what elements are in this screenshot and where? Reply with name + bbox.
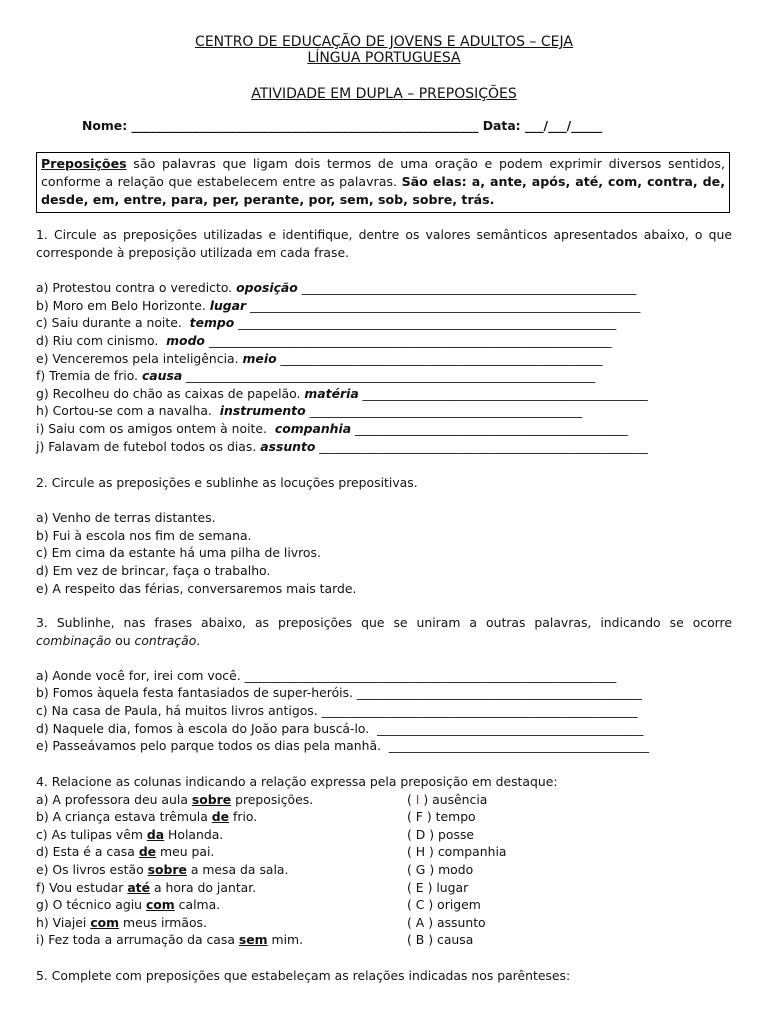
question-4-prompt: 4. Relacione as colunas indicando a relação expressa pela preposição em destaque: [36, 774, 558, 789]
q1-answer-blank[interactable]: ______________________________________________ [358, 385, 648, 401]
highlighted-preposition: sobre [147, 861, 187, 877]
q2-item: c) Em cima da estante há uma pilha de livros. [36, 545, 321, 561]
question-3-prompt: 3. Sublinhe, nas frases abaixo, as preposições que se uniram a outras palavras, indicando se ocorre combinação ou contração. [36, 615, 732, 648]
q4-relation-label: lugar [436, 879, 469, 895]
question-5-prompt: 5. Complete com preposições que estabeleçam as relações indicadas nos parênteses: [36, 968, 571, 983]
q4-answer-letter: C [415, 897, 425, 913]
q2-item: b) Fui à escola nos fim de semana. [36, 527, 252, 543]
q1-answer-blank[interactable]: ____________________________________________ [305, 403, 583, 419]
q4-answer-letter: I [415, 791, 420, 807]
q1-item [36, 385, 732, 403]
q1-answer-blank[interactable]: ____________________________________________________ [276, 350, 603, 366]
date-field[interactable]: ___/___/_____ [524, 118, 603, 133]
question-1 [36, 226, 732, 455]
q4-sentence: b) A criança estava trêmula de frio. [36, 809, 258, 825]
question-1-prompt: 1. Circule as preposições utilizadas e identifique, dentre os valores semânticos apresentados abaixo, o que corresponde à preposição utilizada em cada frase. [36, 227, 732, 260]
q4-relation-option[interactable]: ( I ) ausência [407, 791, 488, 807]
definition-box: Preposições são palavras que ligam dois termos de uma oração e podem exprimir diversos sentidos, conforme a relação que estabelecem entre as palavras. São elas: a, ante, após, até, com, contra, de, desde, em, entre, para, per, perante, por, sem, sob, sobre, trás. [36, 152, 730, 213]
q4-sentence: g) O técnico agiu com calma. [36, 897, 221, 913]
q1-item-text: h) Cortou-se com a navalha. [36, 403, 220, 419]
q3-item: b) Fomos àquela festa fantasiados de super-heróis. ______________________________________________ [36, 685, 642, 701]
q4-answer-letter: H [415, 844, 426, 860]
q4-sentence: h) Viajei com meus irmãos. [36, 914, 207, 930]
q1-item [36, 314, 732, 332]
school-title: CENTRO DE EDUCAÇÃO DE JOVENS E ADULTOS – CEJA [195, 34, 573, 50]
question-5 [36, 967, 732, 985]
q1-item-answer: tempo [189, 315, 235, 331]
q1-item-answer: oposição [236, 280, 298, 296]
q1-item-answer: causa [141, 368, 183, 384]
q4-answer-letter: G [415, 861, 426, 877]
q1-item-text: f) Tremia de frio. [36, 368, 142, 384]
q4-relation-label: posse [438, 826, 475, 842]
name-field[interactable]: ________________________________________________________ [131, 118, 479, 133]
q2-item: a) Venho de terras distantes. [36, 510, 216, 526]
q1-answer-blank[interactable]: ______________________________________________________ [297, 280, 637, 296]
q1-answer-blank[interactable]: _____________________________________________________________ [234, 315, 617, 331]
q1-item-answer: lugar [209, 297, 247, 313]
question-4 [36, 773, 732, 949]
q1-item-text: g) Recolheu do chão as caixas de papelão. [36, 385, 305, 401]
q1-item-answer: modo [166, 332, 205, 348]
q4-row [36, 931, 732, 949]
q1-item-text: e) Venceremos pela inteligência. [36, 350, 243, 366]
q1-item [36, 297, 732, 315]
q1-item-text: c) Saiu durante a noite. [36, 315, 190, 331]
q4-relation-option[interactable]: ( A ) assunto [407, 914, 486, 930]
q4-relation-option[interactable]: ( B ) causa [407, 932, 474, 948]
q4-sentence: i) Fez toda a arrumação da casa sem mim. [36, 932, 304, 948]
q1-item-answer: assunto [260, 438, 316, 454]
q4-answer-letter: B [415, 932, 425, 948]
q1-item-answer: meio [242, 350, 277, 366]
q4-relation-option[interactable]: ( F ) tempo [407, 809, 476, 825]
q4-relation-option[interactable]: ( D ) posse [407, 826, 475, 842]
q4-row [36, 914, 732, 932]
q1-item-answer: companhia [274, 420, 352, 436]
q4-relation-option[interactable]: ( E ) lugar [407, 879, 469, 895]
q4-sentence: f) Vou estudar até a hora do jantar. [36, 879, 257, 895]
q4-relation-option[interactable]: ( G ) modo [407, 861, 474, 877]
q4-sentence: c) As tulipas vêm da Holanda. [36, 826, 224, 842]
q4-row [36, 843, 732, 861]
q4-answer-letter: D [415, 826, 426, 842]
q4-relation-label: companhia [437, 844, 507, 860]
q4-relation-label: modo [438, 861, 474, 877]
q4-relation-label: causa [437, 932, 474, 948]
q1-item-text: a) Protestou contra o veredicto. [36, 280, 237, 296]
q1-answer-blank[interactable]: _________________________________________________________________ [204, 332, 612, 348]
q1-item-text: b) Moro em Belo Horizonte. [36, 297, 210, 313]
q1-item-text: i) Saiu com os amigos ontem à noite. [36, 420, 275, 436]
highlighted-preposition: sobre [191, 791, 232, 807]
highlighted-preposition: de [138, 844, 157, 860]
q4-relation-label: ausência [432, 791, 488, 807]
q4-row [36, 808, 732, 826]
q1-answer-blank[interactable]: _____________________________________________________ [315, 438, 648, 454]
q3-item: a) Aonde você for, irei com você. ____________________________________________________________ [36, 667, 617, 683]
q4-row [36, 879, 732, 897]
q2-item: e) A respeito das férias, conversaremos mais tarde. [36, 580, 357, 596]
activity-title: ATIVIDADE EM DUPLA – PREPOSIÇÕES [251, 86, 517, 102]
q1-item-answer: instrumento [219, 403, 306, 419]
q3-item: d) Naquele dia, fomos à escola do João para buscá-lo. ___________________________________________ [36, 720, 644, 736]
q1-item [36, 350, 732, 368]
q1-item-text: d) Riu com cinismo. [36, 332, 167, 348]
q4-sentence: a) A professora deu aula sobre preposições. [36, 791, 314, 807]
highlighted-preposition: até [127, 879, 151, 895]
q1-item-answer: matéria [304, 385, 359, 401]
q1-item [36, 438, 732, 456]
q4-relation-option[interactable]: ( H ) companhia [407, 844, 507, 860]
q4-row [36, 791, 732, 809]
subject-title: LÍNGUA PORTUGUESA [307, 50, 461, 66]
highlighted-preposition: com [145, 897, 175, 913]
q4-row [36, 826, 732, 844]
q2-item: d) Em vez de brincar, faça o trabalho. [36, 562, 271, 578]
q3-item: e) Passeávamos pelo parque todos os dias pela manhã. __________________________________________ [36, 738, 650, 754]
question-2-prompt: 2. Circule as preposições e sublinhe as locuções prepositivas. [36, 475, 418, 490]
q4-row [36, 896, 732, 914]
q1-answer-blank[interactable]: ____________________________________________ [351, 420, 628, 436]
q4-relation-label: origem [437, 897, 481, 913]
q1-answer-blank[interactable]: _______________________________________________________________ [246, 297, 641, 313]
highlighted-preposition: da [146, 826, 165, 842]
highlighted-preposition: sem [238, 932, 268, 948]
highlighted-preposition: de [211, 809, 230, 825]
q4-answer-letter: E [415, 879, 424, 895]
question-2 [36, 474, 732, 597]
question-3 [36, 614, 732, 755]
q4-answer-letter: F [415, 809, 423, 825]
q4-relation-label: assunto [436, 914, 486, 930]
name-date-line: Nome: ________________________________________________________ Data: ___/___/_____ [82, 118, 603, 133]
q1-item-text: j) Falavam de futebol todos os dias. [36, 438, 261, 454]
q1-item [36, 279, 732, 297]
q4-row [36, 861, 732, 879]
q1-item [36, 402, 732, 420]
q4-relation-option[interactable]: ( C ) origem [407, 897, 481, 913]
q4-relation-label: tempo [435, 809, 476, 825]
q1-answer-blank[interactable]: __________________________________________________________________ [182, 368, 596, 384]
q1-item [36, 332, 732, 350]
q1-item [36, 367, 732, 385]
q1-item [36, 420, 732, 438]
highlighted-preposition: com [90, 914, 120, 930]
q4-answer-letter: A [415, 914, 425, 930]
q3-item: c) Na casa de Paula, há muitos livros antigos. ___________________________________________________ [36, 702, 638, 718]
q4-sentence: e) Os livros estão sobre a mesa da sala. [36, 861, 289, 877]
q4-sentence: d) Esta é a casa de meu pai. [36, 844, 215, 860]
